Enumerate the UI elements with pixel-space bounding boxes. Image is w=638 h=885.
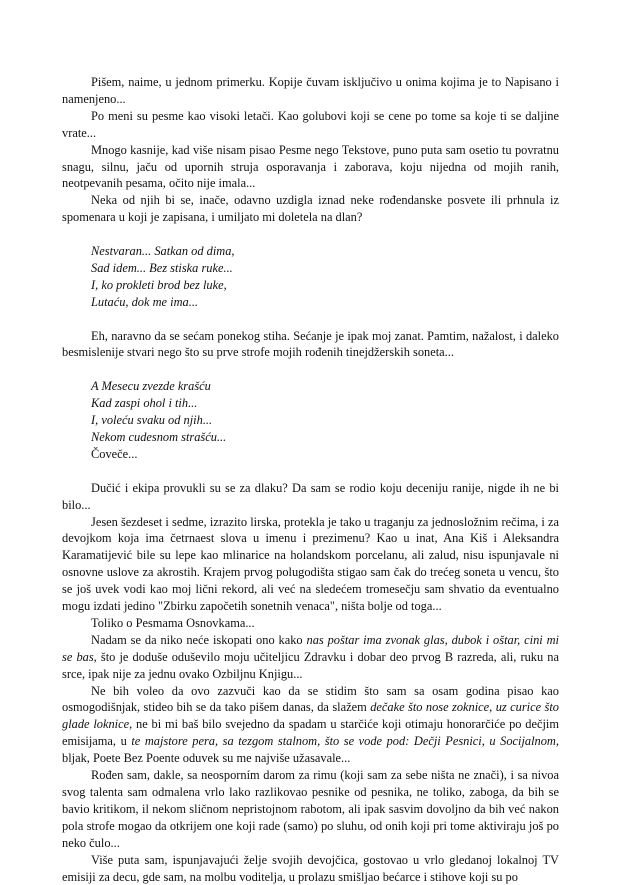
verse-block: [62, 243, 559, 311]
verse-line: Nekom cudesnom strašću...: [91, 429, 227, 444]
verse-line: I, ko prokleti brod bez luke,: [91, 277, 227, 292]
italic-quote: nas poštar ima zvonak glas, dubok i oštar, cini mi se bas: [62, 632, 560, 664]
text-run: Ne bih voleo da ovo zazvuči kao da se stidim što sam sa osam godina pisao kao osmogodišnjak, stideo bih se da tako pišem danas, da slažem: [62, 683, 559, 715]
paragraph: Dučić i ekipa provukli su se za dlaku? Da sam se rodio koju deceniju ranije, nigde ih ne bi bilo...: [62, 480, 559, 512]
text-run: , ne bi mi baš bilo svejedno da spadam u starčiće koji otimaju honorarčiće po dečjim emisijama, u: [62, 717, 559, 749]
verse-line: Čoveče...: [91, 446, 138, 461]
document-page: [62, 74, 559, 885]
paragraph: Više puta sam, ispunjavajući želje svojih devojčica, gostovao u vrlo gledanoj lokalnoj TV emisiji za decu, gde sam, na molbu voditelja, u prolazu smišljao bećarce i stihove koji su po: [62, 852, 559, 884]
italic-quote: te majstore pera, sa tezgom stalnom, što se vode pod: Dečji Pesnici, u Socijalnom: [131, 734, 556, 749]
verse-line: Nestvaran... Satkan od dima,: [91, 244, 235, 259]
text-run: , što je doduše oduševilo moju učiteljicu Zdravku i dobar deo prvog B razreda, ali, ruku na srce, ipak nije za jednu ovako Ozbiljnu Knjigu...: [62, 649, 559, 681]
paragraph: Pišem, naime, u jednom primerku. Kopije čuvam isključivo u onima kojima je to Napisano i namenjeno...: [62, 75, 559, 106]
paragraph: Mnogo kasnije, kad više nisam pisao Pesme nego Tekstove, puno puta sam osetio tu povratnu snagu, silnu, jaču od upornih struja osporavanja i zaborava, koju nijedna od mojih ranih, neotpevanih pesama, očito nije imala...: [62, 142, 559, 191]
spacer: [62, 226, 559, 243]
verse-line: Sad idem... Bez stiska ruke...: [91, 260, 233, 275]
paragraph: [62, 683, 559, 768]
paragraph: Neka od njih bi se, inače, odavno uzdigla iznad neke rođendanske posvete ili prhnula iz spomenara u koji je zapisana, i umiljato mi doletela na dlan?: [62, 193, 559, 225]
paragraph: [62, 632, 559, 683]
text-run: Nadam se da niko neće iskopati ono kako: [91, 632, 307, 647]
verse-line: Kad zaspi ohol i tih...: [91, 396, 198, 411]
spacer: [62, 361, 559, 378]
paragraph: Jesen šezdeset i sedme, izrazito lirska, protekla je tako u traganju za jednosložnim rečima, i za devojkom koja ima četrnaest slova u imenu i prezimenu? Kao u inat, Ana Kiš i Aleksandra Karamatijević bile su lepe kao mlinarice na holandskom porcelanu, ali zalud, nisu ispunjavale ni osnovne uslove za akrostih. Krajem prvog polugodišta stigao sam čak do trećeg soneta u vencu, što se još uvek vodi kao moj lični rekord, ali već na sledećem tromesečju sam shvatio da eventualno mogu izdati jedino "Zbirku započetih sonetnih venaca", ništa bolje od toga...: [62, 514, 559, 614]
verse-line: A Mesecu zvezde krašću: [91, 379, 211, 394]
paragraph: Eh, naravno da se sećam ponekog stiha. Sećanje je ipak moj zanat. Pamtim, nažalost, i daleko besmislenije stvari nego što su prve strofe mojih rođenih tinejdžerskih soneta...: [62, 328, 559, 360]
italic-quote: dečake što nose zoknice, uz curice što glade loknice: [62, 700, 559, 732]
verse-line: I, voleću svaku od njih...: [91, 413, 213, 428]
verse-line: Lutaću, dok me ima...: [91, 294, 199, 309]
spacer: [62, 311, 559, 328]
paragraph: Po meni su pesme kao visoki letači. Kao golubovi koji se cene po tome sa koje ti se daljine vrate...: [62, 108, 559, 140]
text-run: , bljak, Poete Bez Poente oduvek su me najviše užasavale...: [62, 734, 559, 766]
paragraph: Rođen sam, dakle, sa neosporním darom za rimu (koji sam za sebe ništa ne znači), i sa nivoa svog talenta sam odmalena vrlo lako razlikovao pesnike od pesnika, ne toliko, zaboga, da bih se bavio kritikom, il nekom sličnom nepristojnom rabotom, ali ipak sasvim dovoljno da bih već nakon pola strofe mogao da otkrijem one koji rade (samo) po sluhu, od onih koji pri tome aktiviraju još po neko čulo...: [62, 768, 559, 850]
spacer: [62, 463, 559, 480]
paragraph: Toliko o Pesmama Osnovkama...: [91, 615, 255, 630]
verse-block: [62, 378, 559, 463]
